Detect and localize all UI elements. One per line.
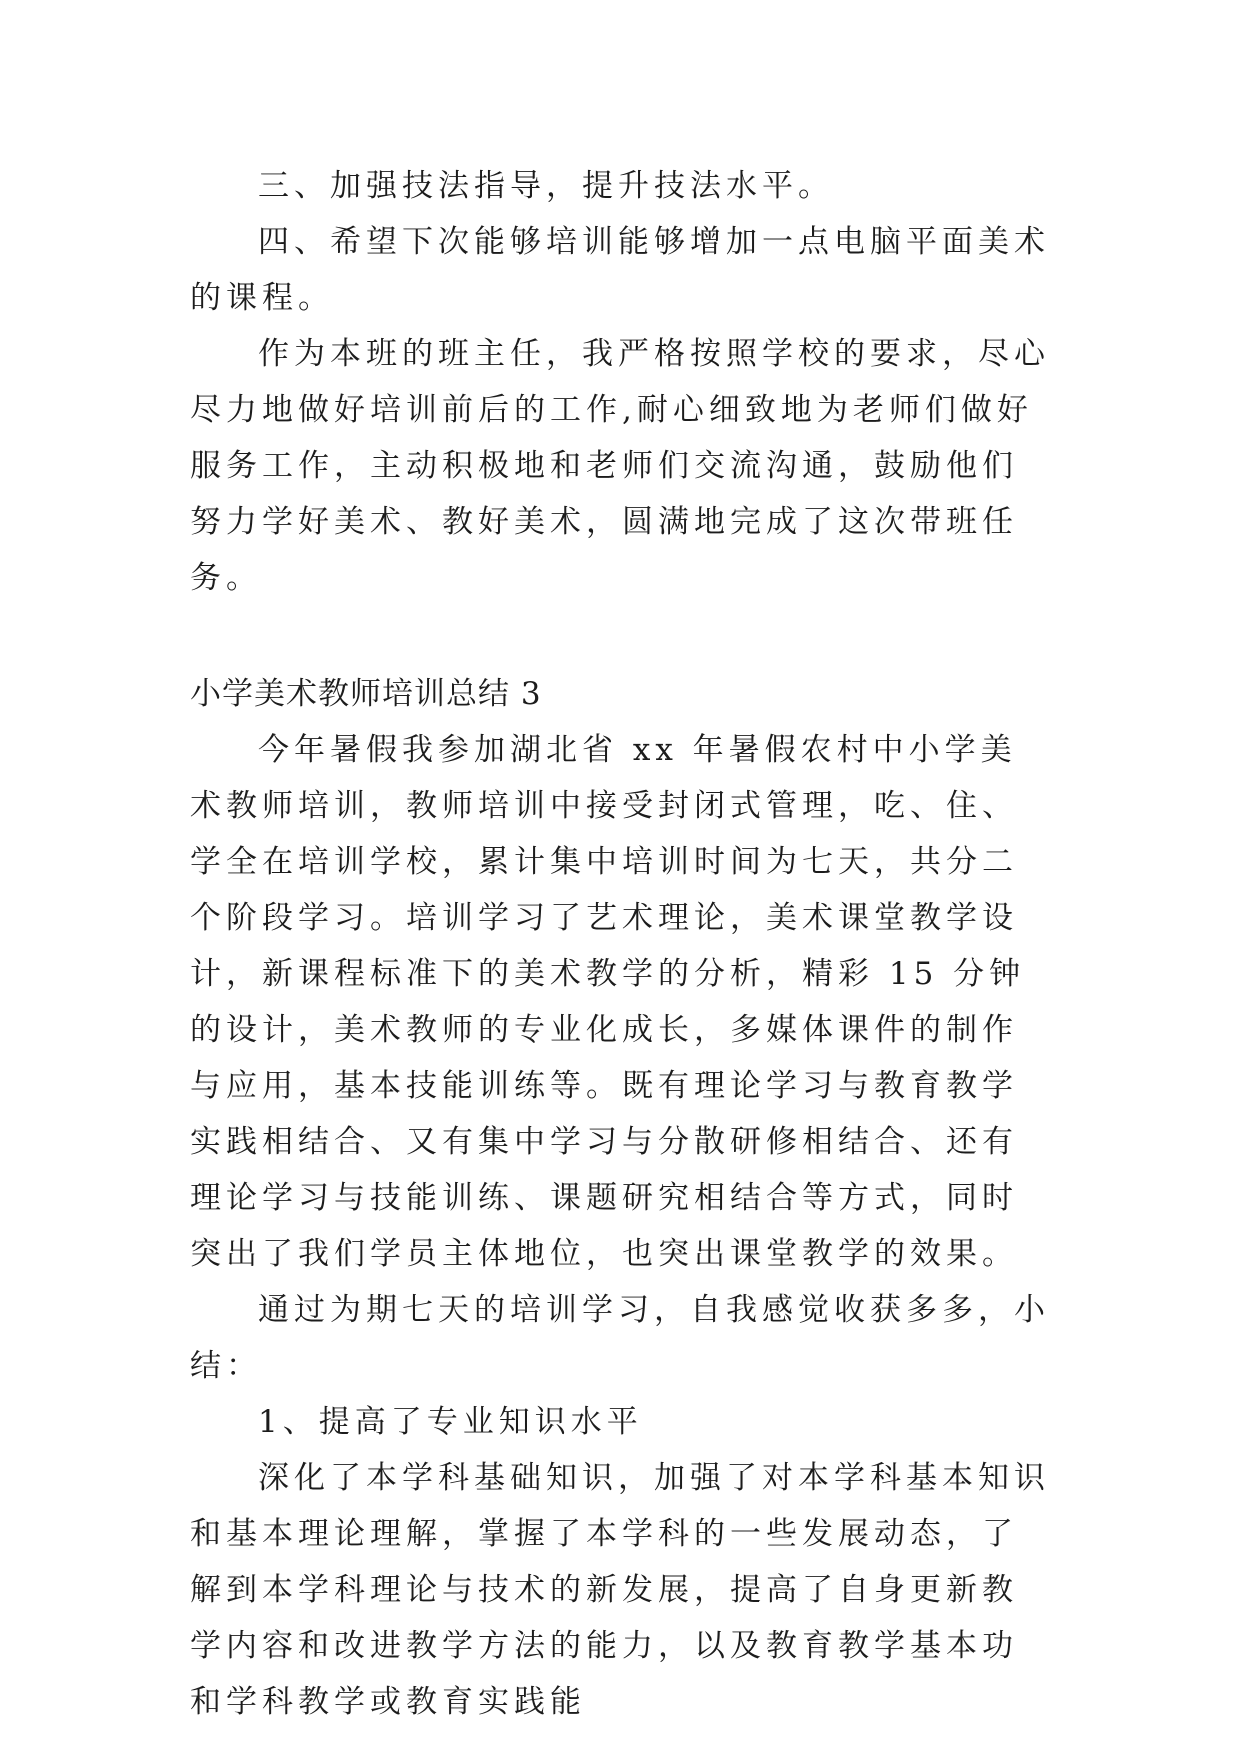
- paragraph-training-overview: 今年暑假我参加湖北省 xx 年暑假农村中小学美术教师培训，教师培训中接受封闭式管理，吃、住、学全在培训学校，累计集中培训时间为七天，共分二个阶段学习。培训学习了艺术理论，美术课堂教学设计，新课程标准下的美术教学的分析，精彩 15 分钟的设计，美术教师的专业化成长，多媒体课件的制作与应用，基本技能训练等。既有理论学习与教育教学实践相结合、又有集中学习与分散研修相结合、还有理论学习与技能训练、课题研究相结合等方式，同时突出了我们学员主体地位，也突出课堂教学的效果。: [190, 732, 1026, 1272]
- paragraph-suggestion-3: 三、加强技法指导，提升技法水平。: [258, 168, 834, 204]
- paragraph-summary-intro: 通过为期七天的培训学习，自我感觉收获多多，小结：: [190, 1292, 1050, 1384]
- paragraph-point-1: 1、提高了专业知识水平: [258, 1404, 643, 1440]
- document-body: [190, 158, 1052, 1730]
- paragraph-knowledge: 深化了本学科基础知识，加强了对本学科基本知识和基本理论理解，掌握了本学科的一些发展动态，了解到本学科理论与技术的新发展，提高了自身更新教学内容和改进教学方法的能力，以及教育教学基本功和学科教学或教育实践能: [190, 1460, 1050, 1720]
- section-title: 小学美术教师培训总结 3: [190, 676, 542, 712]
- paragraph-suggestion-4: 四、希望下次能够培训能够增加一点电脑平面美术的课程。: [190, 224, 1050, 316]
- paragraph-head-teacher: 作为本班的班主任，我严格按照学校的要求，尽心尽力地做好培训前后的工作,耐心细致地为老师们做好服务工作，主动积极地和老师们交流沟通，鼓励他们努力学好美术、教好美术，圆满地完成了这次带班任务。: [190, 336, 1050, 596]
